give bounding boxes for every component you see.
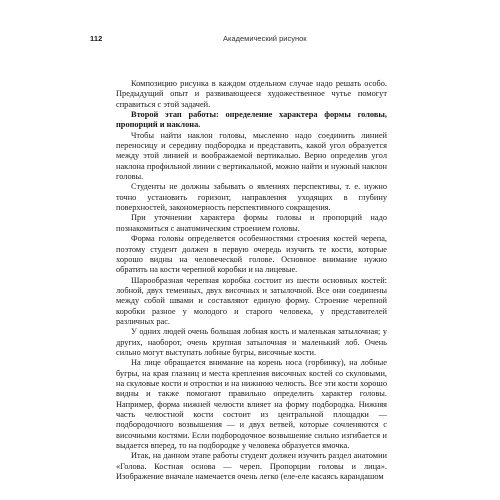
page-header <box>90 34 420 46</box>
paragraph: Студенты не должны забывать о явлениях перспективы, т. е. нужно точно установить горизонт, направления уходящих в глубину поверхностей, закономерность перспективного сокращения. <box>116 182 387 213</box>
paragraph: При уточнении характера формы головы и пропорций надо познакомиться с анатомическим строением головы. <box>116 213 387 233</box>
paragraph: Итак, на данном этапе работы студент должен изучить раздел анатомии «Голова. Костная основа — череп. Пропорции головы и лица». Изображение вначале намечается очень легко (еле-еле касаясь карандашом <box>116 451 387 482</box>
paragraph: Композицию рисунка в каждом отдельном случае надо решать особо. Предыдущий опыт и развивающееся художественное чутье помогут справиться с этой задачей. <box>116 79 387 109</box>
paragraph: Чтобы найти наклон головы, мысленно надо соединить линией переносицу и середину подбородка и представить, какой угол образуется между этой линией и воображаемой вертикалью. Верно определив угол наклона профильной линии с вертикальной, можно найти и нужный наклон головы. <box>116 130 387 182</box>
section-heading: Второй этап работы: определение характера формы головы, пропорций и наклона. <box>116 110 387 130</box>
page-number: 112 <box>90 34 103 43</box>
paragraph: Шарообразная черепная коробка состоит из шести основных костей: лобной, двух теменных, двух височных и затылочной. Все они соединены между собой швами и составляют единую форму. Строение черепной коробки разное у молодого и старого человека, у представителей различных рас. <box>116 275 387 326</box>
running-head: Академический рисунок <box>223 34 307 43</box>
paragraph: На лице обращается внимание на корень носа (горбинку), на лобные бугры, на края глазниц и места крепления височных костей со скуловыми, на скуловые кости и отростки и на нижнюю челюсть. Все эти кости хорошо видны и также помогают правильно определить характер головы. Например, форма нижней челюсти влияет на форму подбородка. Нижняя часть челюстной кости состоит из центральной площадки — подбородочного возвышения — и двух ветвей, которые сочленяются с височными костями. Если подбородочное возвышение сильно изгибается и выдается вперед, то на подбородке у человека образуется ямочка. <box>116 358 387 451</box>
body-text <box>116 79 387 482</box>
paragraph: У одних людей очень большая лобная кость и маленькая затылочная; у других, наоборот, очень крупная затылочная и маленький лоб. Очень сильно могут выступать лобные бугры, височные кости. <box>116 327 387 357</box>
paragraph: Форма головы определяется особенностями строения костей черепа, поэтому студент должен в первую очередь изучить те кости, которые хорошо видны на человеческой голове. Основное внимание нужно обратить на кости черепной коробки и на лицевые. <box>116 234 387 275</box>
